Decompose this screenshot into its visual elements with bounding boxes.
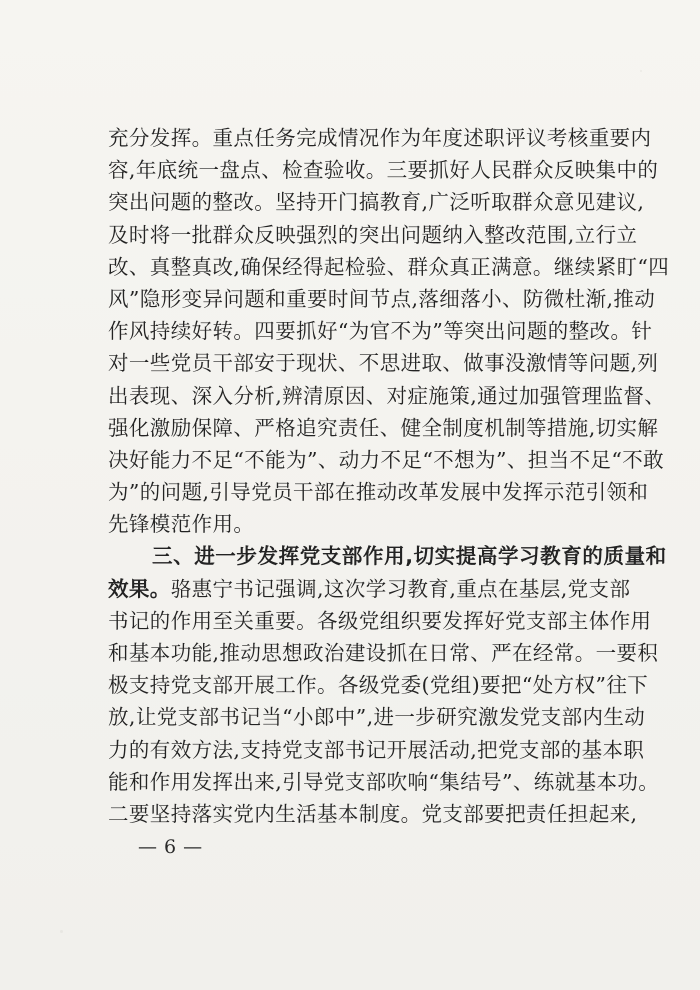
page-number: — 6 — [138, 836, 203, 858]
text-line: 能和作用发挥出来,引导党支部吹响“集结号”、练就基本功。 [108, 769, 660, 794]
text-line: 决好能力不足“不能为”、动力不足“不想为”、担当不足“不敢 [108, 447, 664, 472]
text-line: 二要坚持落实党内生活基本制度。党支部要把责任担起来, [108, 801, 638, 826]
scan-speck [60, 930, 63, 933]
text-line: 突出问题的整改。坚持开门搞教育,广泛听取群众意见建议, [108, 190, 645, 215]
text-line: 作风持续好转。四要抓好“为官不为”等突出问题的整改。针 [108, 319, 653, 344]
text-line: 对一些党员干部安于现状、不思进取、做事没激情等问题,列 [108, 351, 659, 376]
text-line: 强化激励保障、严格追究责任、健全制度机制等措施,切实解 [108, 415, 659, 440]
text-line: 充分发挥。重点任务完成情况作为年度述职评议考核重要内 [108, 126, 652, 150]
text-line: 为”的问题,引导党员干部在推动改革发展中发挥示范引领和 [108, 480, 649, 505]
text-line: 极支持党支部开展工作。各级党委(党组)要把“处方权”往下 [108, 673, 649, 698]
text-line: 出表现、深入分析,辨清原因、对症施策,通过加强管理监督、 [108, 383, 666, 408]
scan-speck [640, 70, 642, 72]
body-text [108, 122, 670, 830]
text-line: 风”隐形变异问题和重要时间节点,落细落小、防微杜渐,推动 [108, 286, 656, 311]
text-line: 力的有效方法,支持党支部书记开展活动,把党支部的基本职 [108, 737, 645, 762]
text-line: 和基本功能,推动思想政治建设抓在日常、严在经常。一要积 [108, 641, 659, 665]
text-line: 先锋模范作用。 [108, 512, 255, 537]
text-line: 放,让党支部书记当“小郎中”,进一步研究激发党支部内生动 [108, 705, 646, 730]
section-heading-continuation [108, 573, 631, 605]
text-line: 书记的作用至关重要。各级党组织要发挥好党支部主体作用 [108, 608, 652, 633]
text-line: 容,年底统一盘点、检查验收。三要抓好人民群众反映集中的 [108, 158, 659, 183]
text-line: 及时将一批群众反映强烈的突出问题纳入整改范围,立行立 [108, 222, 638, 247]
section-heading-end: 效果。 [108, 576, 171, 601]
section-heading: 三、进一步发挥党支部作用,切实提高学习教育的质量和 [152, 544, 667, 569]
section-text-start: 骆惠宁书记强调,这次学习教育,重点在基层,党支部 [170, 576, 631, 601]
text-line: 改、真整真改,确保经得起检验、群众真正满意。继续紧盯“四 [108, 254, 670, 279]
